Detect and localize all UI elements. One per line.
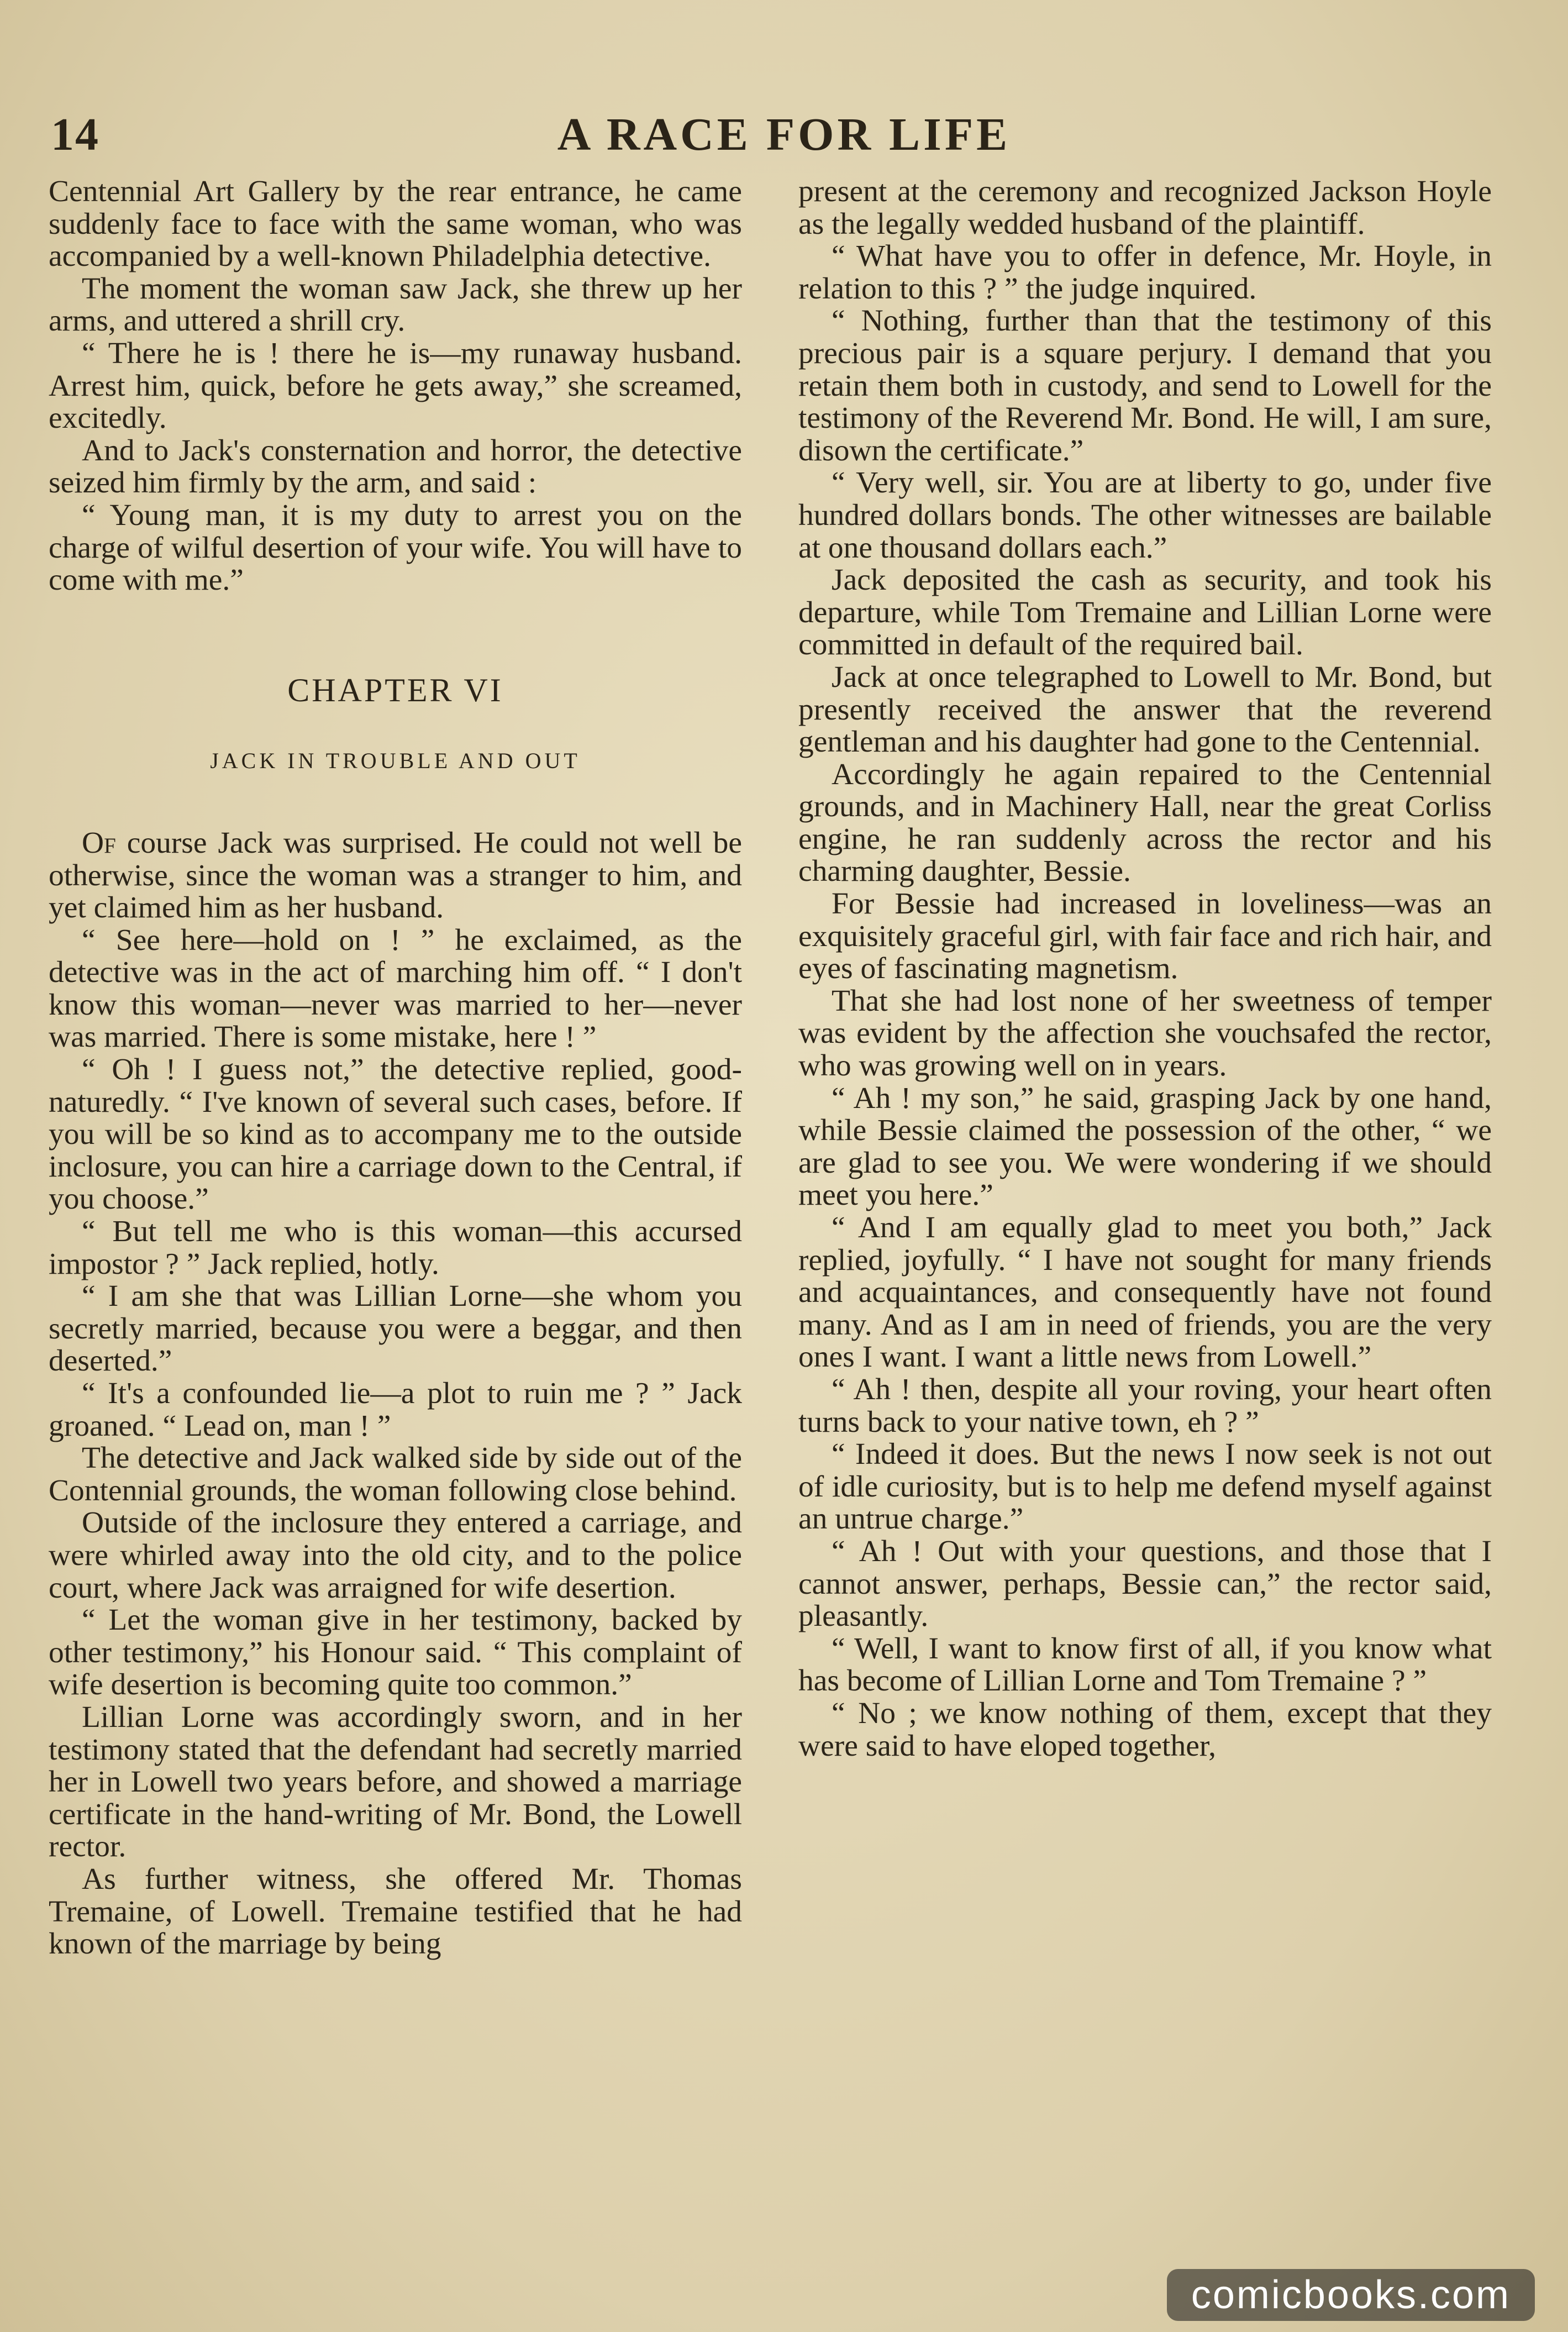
paragraph: Jack at once telegraphed to Lowell to Mr. Bond, but presently received the answer that the reverend gentleman and his daughter had gone to the Centennial.: [798, 660, 1492, 759]
paragraph: Centennial Art Gallery by the rear entrance, he came suddenly face to face with the same woman, who was accompanied by a well-known Philadelphia detective.: [49, 175, 742, 274]
running-title: A RACE FOR LIFE: [557, 109, 1011, 160]
paragraph: The moment the woman saw Jack, she threw up her arms, and uttered a shrill cry.: [49, 271, 742, 338]
paragraph: “ What have you to offer in defence, Mr. Hoyle, in relation to this ? ” the judge inquired.: [798, 239, 1492, 306]
paragraph: “ Indeed it does. But the news I now seek is not out of idle curiosity, but is to help me defend myself against an untrue charge.”: [798, 1437, 1492, 1536]
paragraph: That she had lost none of her sweetness of temper was evident by the affection she vouchsafed the rector, who was growing well on in years.: [798, 984, 1492, 1083]
paragraph: “ See here—hold on ! ” he exclaimed, as the detective was in the act of marching him off. “ I don't know this woman—never was married to her—never was married. There is some mistake, here ! ”: [49, 923, 742, 1054]
chapter-subtitle: JACK IN TROUBLE AND OUT: [210, 748, 581, 774]
paragraph: “ I am she that was Lillian Lorne—she whom you secretly married, because you were a beggar, and then deserted.”: [49, 1279, 742, 1378]
paragraph: “ Oh ! I guess not,” the detective replied, good-naturedly. “ I've known of several such cases, before. If you will be so kind as to accompany me to the outside inclosure, you can hire a carriage down to the Central, if you choose.”: [49, 1053, 742, 1216]
paragraph: Lillian Lorne was accordingly sworn, and in her testimony stated that the defendant had secretly married her in Lowell two years before, and showed a marriage certificate in the hand-writing of Mr. Bond, the Lowell rector.: [49, 1700, 742, 1864]
paragraph: Outside of the inclosure they entered a carriage, and were whirled away into the old city, and to the police court, where Jack was arraigned for wife desertion.: [49, 1506, 742, 1605]
first-word: Of: [82, 826, 116, 860]
paragraph: “ Ah ! Out with your questions, and those that I cannot answer, perhaps, Bessie can,” the rector said, pleasantly.: [798, 1534, 1492, 1634]
paragraph: present at the ceremony and recognized Jackson Hoyle as the legally wedded husband of the plaintiff.: [798, 175, 1492, 241]
paragraph: “ Let the woman give in her testimony, backed by other testimony,” his Honour said. “ This complaint of wife desertion is becoming quite too common.”: [49, 1603, 742, 1702]
paragraph: For Bessie had increased in loveliness—was an exquisitely graceful girl, with fair face and rich hair, and eyes of fascinating magnetism.: [798, 887, 1492, 986]
page-header: [0, 108, 1568, 169]
paragraph: The detective and Jack walked side by side out of the Contennial grounds, the woman following close behind.: [49, 1441, 742, 1508]
paragraph: “ No ; we know nothing of them, except that they were said to have eloped together,: [798, 1696, 1492, 1763]
chapter-title: CHAPTER VI: [287, 671, 503, 708]
paragraph: “ But tell me who is this woman—this accursed impostor ? ” Jack replied, hotly.: [49, 1215, 742, 1281]
paragraph: “ Well, I want to know first of all, if you know what has become of Lillian Lorne and Tom Tremaine ? ”: [798, 1631, 1492, 1698]
paragraph: “ Ah ! my son,” he said, grasping Jack by one hand, while Bessie claimed the possession of the other, “ we are glad to see you. We were wondering if we should meet you here.”: [798, 1081, 1492, 1212]
paragraph: “ Nothing, further than that the testimony of this precious pair is a square perjury. I demand that you retain them both in custody, and send to Lowell for the testimony of the Reverend Mr. Bond. He will, I am sure, disown the certificate.”: [798, 304, 1492, 468]
paragraph: “ And I am equally glad to meet you both,” Jack replied, joyfully. “ I have not sought for many friends and acquaintances, and consequently have not found many. And as I am in need of friends, you are the very ones I want. I want a little news from Lowell.”: [798, 1211, 1492, 1374]
paragraph: Jack deposited the cash as security, and took his departure, while Tom Tremaine and Lillian Lorne were committed in default of the required bail.: [798, 563, 1492, 662]
page-number: 14: [51, 109, 99, 160]
watermark-logo: comicbooks.com: [1167, 2269, 1535, 2321]
paragraph: As further witness, she offered Mr. Thomas Tremaine, of Lowell. Tremaine testified that he had known of the marriage by being: [49, 1862, 742, 1961]
paragraph: “ Very well, sir. You are at liberty to go, under five hundred dollars bonds. The other witnesses are bailable at one thousand dollars each.”: [798, 466, 1492, 565]
first-paragraph-text: course Jack was surprised. He could not well be otherwise, since the woman was a stranger to him, and yet claimed him as her husband.: [49, 826, 742, 925]
paragraph: Accordingly he again repaired to the Centennial grounds, and in Machinery Hall, near the great Corliss engine, he ran suddenly across the rector and his charming daughter, Bessie.: [798, 757, 1492, 889]
right-column: [798, 176, 1492, 1762]
paragraph: And to Jack's consternation and horror, the detective seized him firmly by the arm, and said :: [49, 433, 742, 500]
left-column: [49, 176, 742, 1961]
paragraph: “ It's a confounded lie—a plot to ruin me ? ” Jack groaned. “ Lead on, man ! ”: [49, 1377, 742, 1443]
chapter-first-paragraph: [49, 827, 742, 925]
paragraph: “ Ah ! then, despite all your roving, your heart often turns back to your native town, eh ? ”: [798, 1372, 1492, 1439]
paragraph: “ Young man, it is my duty to arrest you on the charge of wilful desertion of your wife. You will have to come with me.”: [49, 498, 742, 597]
paragraph: “ There he is ! there he is—my runaway husband. Arrest him, quick, before he gets away,” she screamed, excitedly.: [49, 336, 742, 435]
